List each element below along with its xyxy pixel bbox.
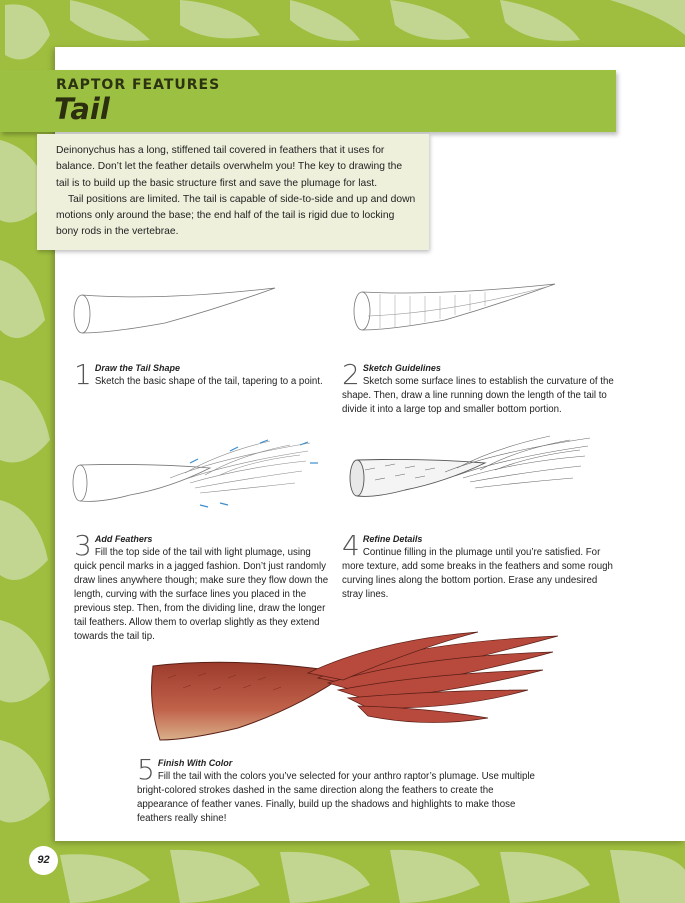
step-number: 4 (342, 529, 360, 562)
tail-shape-illustration (70, 283, 285, 345)
step-number: 5 (137, 753, 155, 786)
tail-guidelines-illustration (350, 278, 565, 340)
step-1 (74, 358, 324, 391)
step-heading: Refine Details (362, 534, 423, 544)
intro-text (56, 143, 416, 241)
step-text: Fill the tail with the colors you’ve selected for your anthro raptor’s plumage. Use multiple bright-colored strokes dashed in the same direction along the feathers to create the appearance of feather vanes. Finally, build up the shadows and highlights to make those feathers really shine! (137, 771, 535, 824)
step-text: Sketch the basic shape of the tail, tapering to a point. (94, 376, 323, 387)
page-title: Tail (54, 92, 110, 126)
intro-paragraph-1: Deinonychus has a long, stiffened tail covered in feathers that it uses for balance. Don’t let the feather details overwhelm you! The key to drawing the tail is to build up the basic structure first and save the plumage for last. (56, 145, 403, 189)
step-text: Fill the top side of the tail with light plumage, using quick pencil marks in a jagged fashion. Don’t just randomly draw lines anywhere though; make sure they flow down the length, curving with the surface lines you placed in the previous step. Then, from the dividing line, draw the longer tail feathers. Allow them to overlap slightly as they extend towards the tail tip. (74, 547, 329, 642)
step-5 (137, 753, 537, 826)
step-heading: Draw the Tail Shape (94, 363, 181, 373)
intro-paragraph-2: Tail positions are limited. The tail is capable of side-to-side and up and down motions only around the base; the end half of the tail is rigid due to locking bony rods in the vertebrae. (56, 193, 416, 238)
step-number: 1 (74, 358, 92, 391)
step-number: 3 (74, 529, 92, 562)
tail-refined-sketch-illustration (345, 430, 600, 510)
step-2 (342, 358, 614, 417)
section-kicker: RAPTOR FEATURES (56, 77, 221, 93)
tail-feathers-sketch-illustration (70, 433, 320, 515)
step-number: 2 (342, 358, 360, 391)
page-number: 92 (29, 846, 58, 875)
step-heading: Add Feathers (94, 534, 153, 544)
tail-colored-illustration (148, 628, 566, 748)
step-4 (342, 529, 616, 602)
step-heading: Finish With Color (157, 758, 233, 768)
step-text: Continue filling in the plumage until you’re satisfied. For more texture, add some breaks in the feathers and some rough curving lines along the bottom portion. Erase any undesired stray lines. (342, 547, 613, 600)
step-text: Sketch some surface lines to establish the curvature of the shape. Then, draw a line running down the length of the tail to divide it into a large top and smaller bottom portion. (342, 376, 614, 415)
step-heading: Sketch Guidelines (362, 363, 441, 373)
